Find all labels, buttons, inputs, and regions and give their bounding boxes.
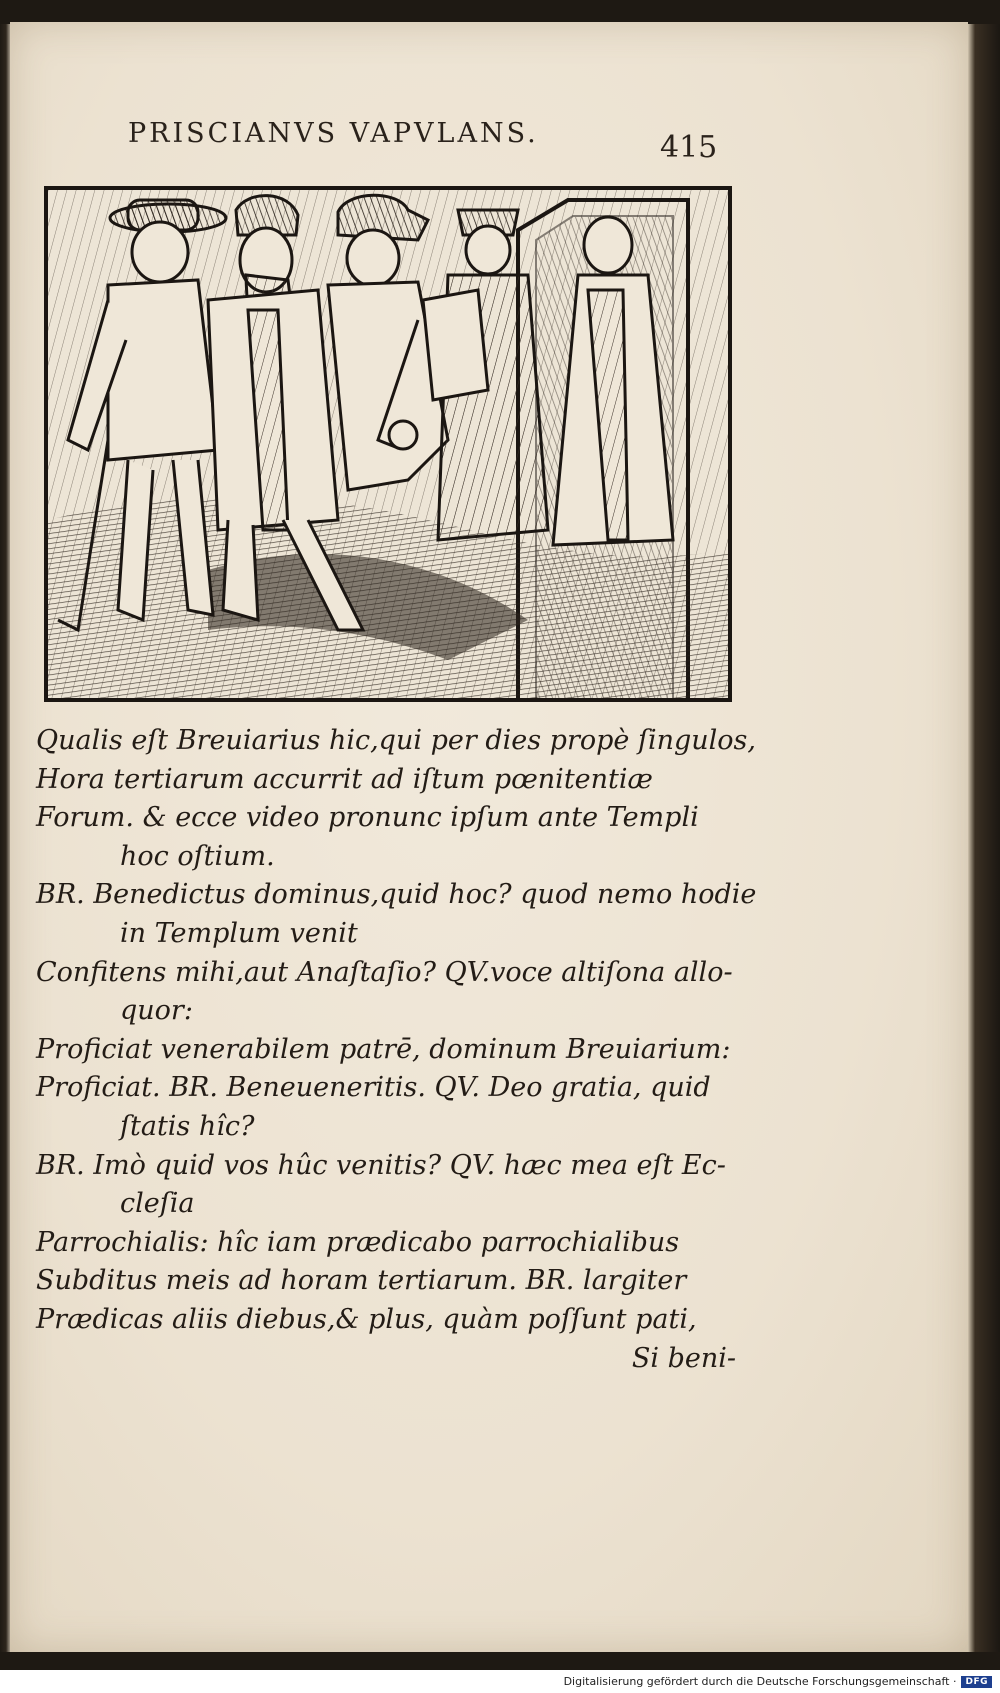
verse-line: Hora tertiarum accurrit ad iſtum pœnitentiæ: [36, 763, 653, 795]
verse-line: hoc oſtium.: [120, 840, 275, 872]
verse-line: Confitens mihi,aut Anaſtaſio? QV.voce altiſona allo-: [36, 956, 733, 988]
verse-line: BR. Imò quid vos hûc venitis? QV. hæc mea eſt Ec-: [36, 1149, 726, 1181]
verse-text: [36, 722, 756, 1378]
verse-line: Qualis eſt Breuiarius hic,qui per dies propè ſingulos,: [36, 725, 756, 756]
verse-line: Subditus meis ad horam tertiarum. BR. largiter: [36, 1265, 687, 1297]
dfg-logo: DFG: [961, 1676, 992, 1688]
page-number: 415: [660, 130, 718, 165]
verse-line: Forum. & ecce video pronunc ipſum ante Templi: [36, 802, 699, 834]
verse-line: ſtatis hîc?: [120, 1110, 255, 1142]
scan-bottom-edge: [0, 1652, 1000, 1670]
verse-line: Proficiat. BR. Beneueneritis. QV. Deo gratia, quid: [36, 1072, 711, 1104]
digitization-footer: [0, 1670, 1000, 1693]
woodcut-illustration: [44, 186, 732, 702]
verse-line: Proficiat venerabilem patrē, dominum Breuiarium:: [36, 1033, 731, 1065]
verse-line: in Templum venit: [120, 917, 358, 949]
footer-text: Digitalisierung gefördert durch die Deutsche Forschungsgemeinschaft ·: [563, 1675, 957, 1688]
woodcut-drawing: [48, 190, 728, 698]
running-head: PRISCIANVS VAPVLANS.: [128, 118, 539, 149]
verse-line: BR. Benedictus dominus,quid hoc? quod nemo hodie: [36, 879, 757, 911]
verse-line: Prædicas aliis diebus,& plus, quàm poſſunt pati,: [36, 1303, 697, 1335]
verse-line: cleſia: [120, 1188, 195, 1220]
catchword: Si beni-: [631, 1342, 736, 1374]
scan-top-edge: [0, 0, 1000, 24]
verse-line: Parrochialis: hîc iam prædicabo parrochialibus: [36, 1226, 680, 1258]
verse-line: quor:: [120, 995, 193, 1027]
